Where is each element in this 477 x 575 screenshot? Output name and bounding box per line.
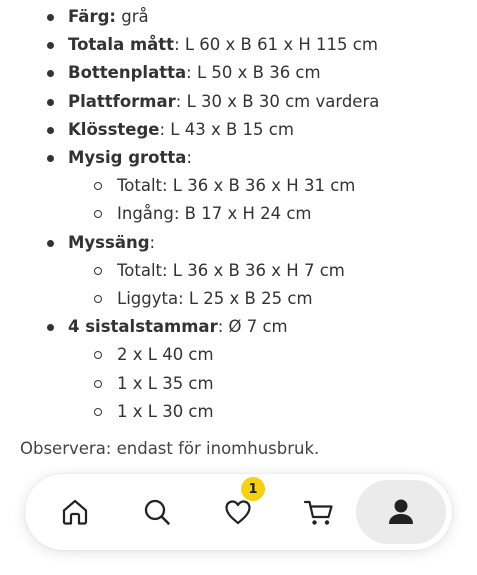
sub-list [0, 172, 477, 228]
sub-item: Totalt: L 36 x B 36 x H 31 cm [68, 172, 477, 200]
spec-cozy-bed-details [0, 257, 477, 313]
nav-favorites-button[interactable] [198, 480, 278, 544]
spec-label: Mysig grotta [68, 148, 187, 168]
spec-value: : Ø 7 cm [217, 317, 288, 337]
spec-list [0, 3, 477, 426]
cart-icon [303, 497, 335, 527]
nav-search-button[interactable] [117, 480, 197, 544]
sub-list [0, 257, 477, 313]
spec-value: grå [116, 7, 149, 26]
sub-list [0, 341, 477, 426]
spec-cozy-cave-details [0, 172, 477, 228]
sub-item: 1 x L 35 cm [68, 370, 477, 398]
spec-cozy-bed [0, 229, 477, 257]
sub-item: Ingång: B 17 x H 24 cm [68, 200, 477, 228]
spec-value: : [186, 148, 192, 168]
spec-label: Myssäng [68, 232, 150, 252]
sub-item: 1 x L 30 cm [68, 398, 477, 426]
bottom-navigation-bar [25, 474, 452, 550]
nav-account-button[interactable] [356, 480, 446, 544]
spec-sisal-posts [0, 313, 477, 341]
nav-home-button[interactable] [35, 480, 115, 544]
spec-cozy-cave [0, 144, 477, 172]
spec-label: Klösstege [68, 119, 160, 139]
spec-value: : L 50 x B 36 cm [186, 63, 321, 83]
sub-item: Liggyta: L 25 x B 25 cm [68, 285, 477, 313]
home-icon [60, 497, 90, 527]
spec-value: : L 60 x B 61 x H 115 cm [174, 35, 378, 55]
spec-value: : L 43 x B 15 cm [159, 119, 294, 139]
user-icon [387, 497, 415, 527]
spec-label: Totala mått [68, 35, 175, 55]
spec-label: Färg: [68, 7, 116, 26]
search-icon [142, 497, 172, 527]
sub-item: Totalt: L 36 x B 36 x H 7 cm [68, 257, 477, 285]
spec-sisal-posts-details [0, 341, 477, 426]
spec-color [0, 3, 477, 31]
heart-icon [223, 497, 253, 527]
favorites-count-badge: 1 [241, 477, 265, 501]
spec-label: Bottenplatta [68, 63, 187, 83]
spec-total-dimensions [0, 31, 477, 59]
indoor-use-note: Observera: endast för inomhusbruk. [20, 439, 320, 458]
spec-scratch-ladder [0, 116, 477, 144]
spec-platforms [0, 88, 477, 116]
spec-base-plate [0, 59, 477, 87]
sub-item: 2 x L 40 cm [68, 341, 477, 369]
spec-value: : L 30 x B 30 cm vardera [175, 91, 380, 111]
nav-cart-button[interactable] [279, 480, 359, 544]
spec-value: : [149, 232, 156, 252]
spec-label: 4 sistalstammar [68, 317, 218, 337]
spec-label: Plattformar [68, 91, 176, 111]
